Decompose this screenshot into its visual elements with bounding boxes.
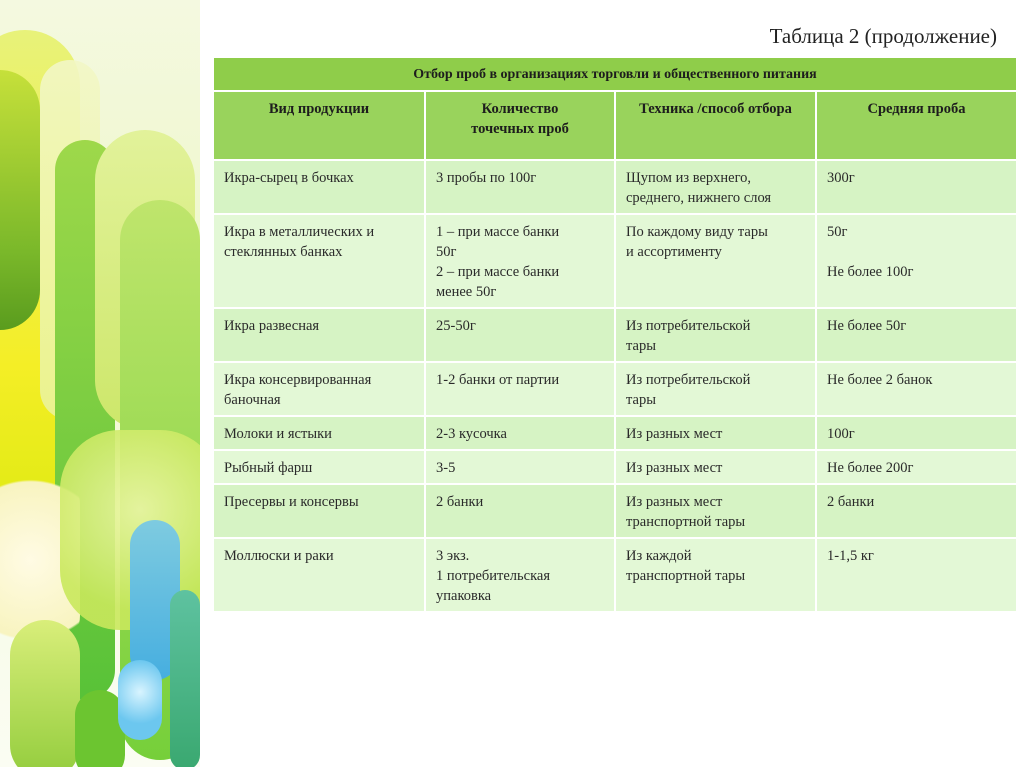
cell-product [213, 450, 425, 484]
cell-line: упаковка [436, 588, 492, 604]
cell-line: 2 банки [436, 494, 484, 510]
cell-count [425, 160, 615, 214]
table-row [213, 362, 1017, 416]
header-count [425, 91, 615, 160]
slide-title: Таблица 2 (продолжение) [769, 24, 997, 48]
cell-line: менее 50г [436, 284, 497, 300]
cell-count [425, 362, 615, 416]
cell-line: По каждому виду тары [626, 224, 768, 240]
decorative-side-panel [0, 0, 200, 767]
cell-line: Икра развесная [224, 318, 320, 334]
cell-line: 2 – при массе банки [436, 264, 560, 280]
cell-line: 2 банки [827, 494, 875, 510]
cell-sample [816, 308, 1017, 362]
cell-product [213, 160, 425, 214]
cell-count [425, 308, 615, 362]
cell-method [615, 362, 816, 416]
sampling-table [212, 56, 1018, 613]
cell-line: Не более 2 банок [827, 372, 933, 388]
cell-line: Из разных мест [626, 460, 723, 476]
cell-line: стеклянных банках [224, 244, 343, 260]
cell-line: 1-1,5 кг [827, 548, 874, 564]
cell-line: Пресервы и консервы [224, 494, 359, 510]
cell-line: транспортной тары [626, 568, 746, 584]
cell-sample [816, 160, 1017, 214]
cell-line: Не более 100г [827, 264, 914, 280]
cell-line: Не более 50г [827, 318, 907, 334]
table-row [213, 484, 1017, 538]
cell-count [425, 450, 615, 484]
cell-product [213, 484, 425, 538]
table-row [213, 160, 1017, 214]
cell-line: 3 пробы по 100г [436, 170, 537, 186]
cell-line: Икра в металлических и [224, 224, 375, 240]
cell-product [213, 362, 425, 416]
cell-method [615, 214, 816, 308]
cell-sample [816, 450, 1017, 484]
cell-method [615, 308, 816, 362]
cell-method [615, 160, 816, 214]
cell-method [615, 416, 816, 450]
cell-line: 100г [827, 426, 855, 442]
cell-product [213, 214, 425, 308]
cell-product [213, 308, 425, 362]
cell-sample [816, 214, 1017, 308]
decor-shape [170, 590, 200, 767]
cell-sample [816, 538, 1017, 612]
table-row [213, 308, 1017, 362]
line-gap [827, 242, 1006, 262]
cell-line: и ассортименту [626, 244, 722, 260]
cell-line: Из разных мест [626, 494, 723, 510]
cell-method [615, 538, 816, 612]
cell-line: 50г [436, 244, 457, 260]
cell-line: 1-2 банки от партии [436, 372, 560, 388]
table-row [213, 450, 1017, 484]
cell-sample [816, 484, 1017, 538]
cell-line: Из потребительской [626, 372, 751, 388]
cell-count [425, 484, 615, 538]
cell-product [213, 416, 425, 450]
cell-line: Икра-сырец в бочках [224, 170, 354, 186]
header-product: Вид продукции [213, 91, 425, 160]
cell-line: Из разных мест [626, 426, 723, 442]
cell-line: 1 потребительская [436, 568, 551, 584]
cell-line: Молоки и ястыки [224, 426, 332, 442]
cell-line: Не более 200г [827, 460, 914, 476]
cell-count [425, 538, 615, 612]
table-row [213, 214, 1017, 308]
table-header-row [213, 91, 1017, 160]
cell-count [425, 214, 615, 308]
header-method: Техника /способ отбора [615, 91, 816, 160]
table-caption: Отбор проб в организациях торговли и общественного питания [213, 57, 1017, 91]
header-sample: Средняя проба [816, 91, 1017, 160]
table-row [213, 538, 1017, 612]
cell-line: Из потребительской [626, 318, 751, 334]
cell-line: 3-5 [436, 460, 456, 476]
cell-line: тары [626, 338, 656, 354]
cell-line: Моллюски и раки [224, 548, 334, 564]
cell-line: Щупом из верхнего, [626, 170, 752, 186]
cell-line: среднего, нижнего слоя [626, 190, 772, 206]
decor-shape [10, 620, 80, 767]
cell-line: 300г [827, 170, 855, 186]
cell-line: транспортной тары [626, 514, 746, 530]
cell-line: баночная [224, 392, 281, 408]
cell-sample [816, 416, 1017, 450]
cell-line: 50г [827, 224, 848, 240]
table-caption-row [213, 57, 1017, 91]
cell-line: тары [626, 392, 656, 408]
cell-sample [816, 362, 1017, 416]
cell-count [425, 416, 615, 450]
cell-line: 25-50г [436, 318, 476, 334]
cell-line: 2-3 кусочка [436, 426, 507, 442]
decor-shape [0, 70, 40, 330]
cell-product [213, 538, 425, 612]
cell-line: Икра консервированная [224, 372, 372, 388]
cell-line: 3 экз. [436, 548, 470, 564]
cell-method [615, 450, 816, 484]
header-count-line2: точечных проб [471, 121, 569, 137]
cell-method [615, 484, 816, 538]
cell-line: 1 – при массе банки [436, 224, 560, 240]
cell-line: Рыбный фарш [224, 460, 313, 476]
decor-shape [118, 660, 162, 740]
cell-line: Из каждой [626, 548, 692, 564]
header-count-line1: Количество [481, 101, 559, 117]
table-row [213, 416, 1017, 450]
